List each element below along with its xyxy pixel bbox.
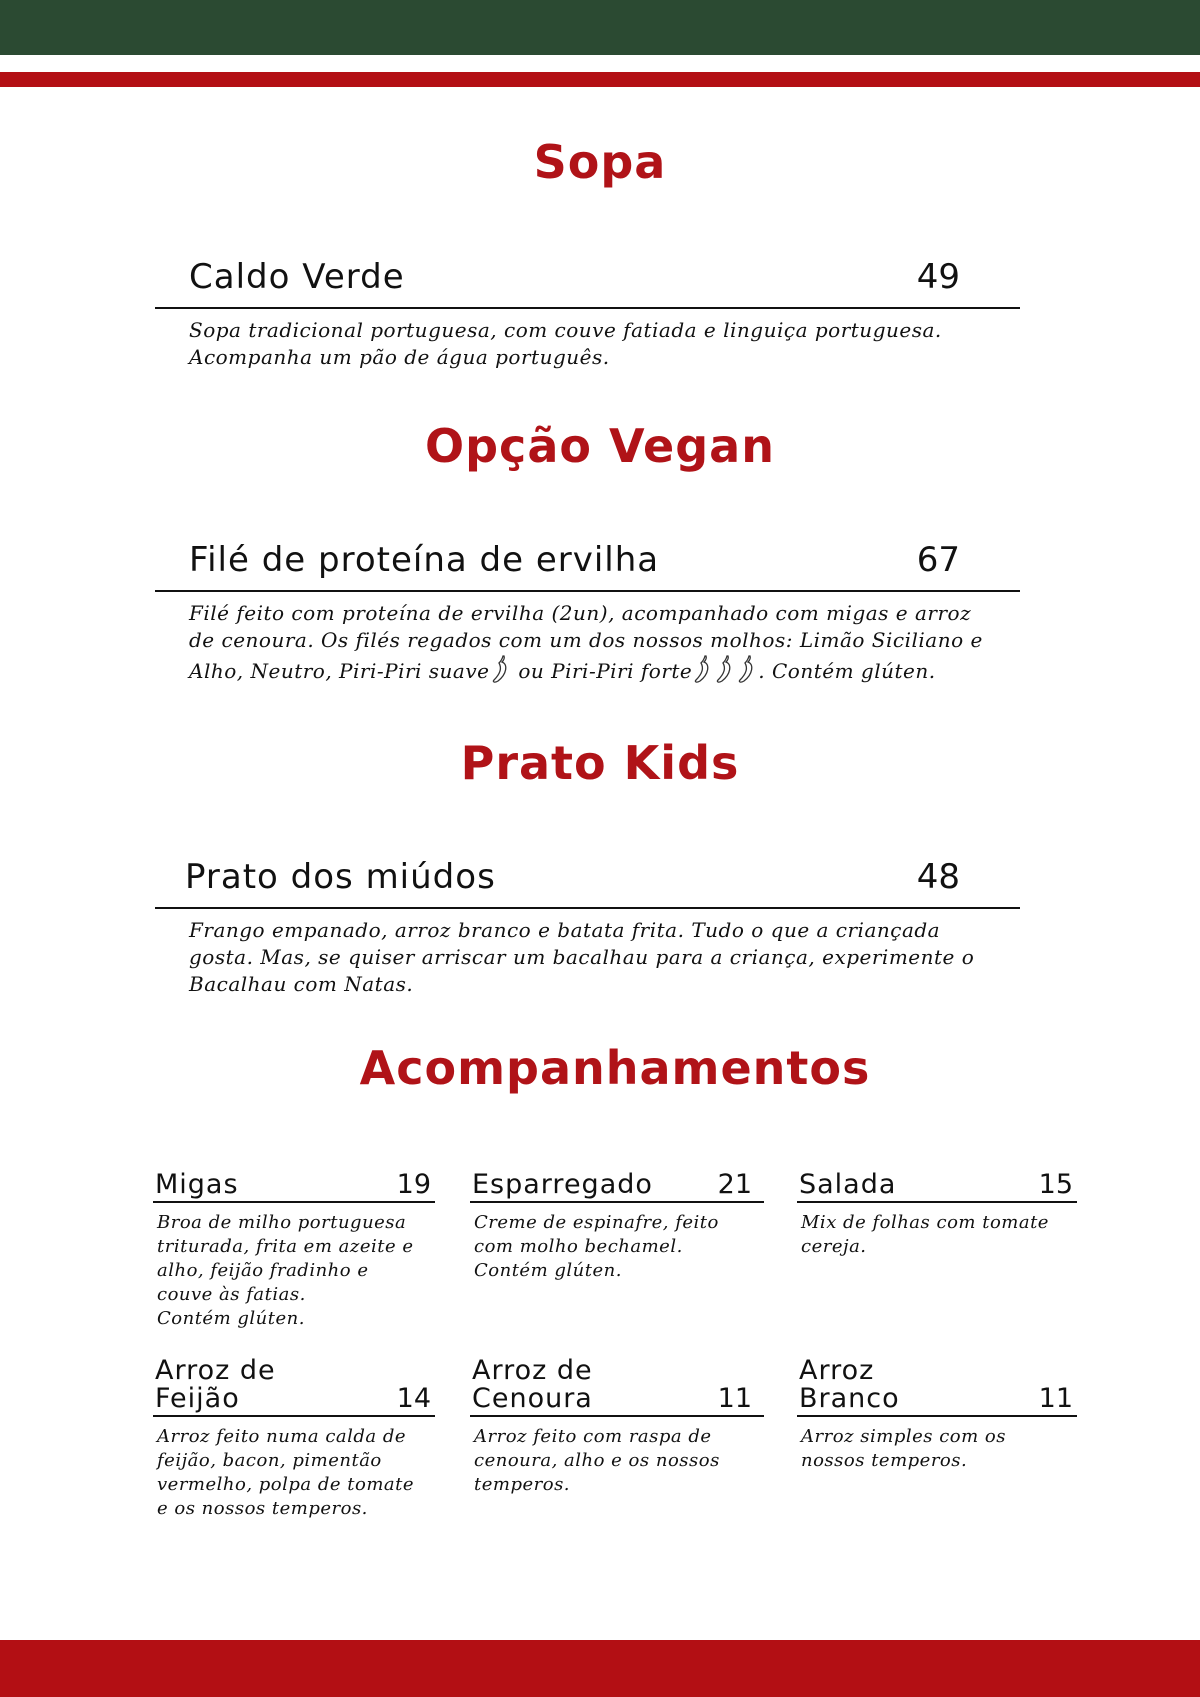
description-part-1: Filé feito com proteína de ervilha (2un), acompanhado com migas e arroz de cenoura. Os filés regados com um dos nossos molhos: Limão Siciliano e Alho, Neutro, Piri-Piri suave xyxy=(189,601,983,683)
side-item-name: Salada xyxy=(799,1169,897,1200)
side-item-header xyxy=(153,1357,435,1417)
item-name: Prato dos miúdos xyxy=(185,857,496,897)
side-item-salada xyxy=(797,1157,1077,1259)
side-item-name: Esparregado xyxy=(472,1169,653,1200)
section-title-prato-kids: Prato Kids xyxy=(460,736,740,790)
side-item-description: Mix de folhas com tomate cereja. xyxy=(801,1212,1049,1257)
side-item-price: 19 xyxy=(396,1169,431,1200)
side-item-name: Arroz de Feijão xyxy=(155,1355,276,1414)
item-header xyxy=(155,538,1020,592)
side-item-name: Migas xyxy=(155,1169,239,1200)
pepper-icon xyxy=(490,654,512,684)
item-description xyxy=(189,600,989,685)
side-item-price: 14 xyxy=(396,1383,431,1414)
section-title-opcao-vegan: Opção Vegan xyxy=(425,419,775,473)
side-item-arroz-branco xyxy=(797,1357,1077,1473)
side-item-description xyxy=(157,1211,429,1331)
item-name: Caldo Verde xyxy=(189,257,405,297)
pepper-icon xyxy=(736,654,758,684)
top-red-stripe xyxy=(0,72,1200,87)
menu-item-caldo-verde xyxy=(155,255,1020,371)
side-item-migas xyxy=(153,1157,435,1331)
side-item-arroz-de-feijao xyxy=(153,1357,435,1521)
side-item-header xyxy=(153,1157,435,1203)
side-item-header xyxy=(797,1157,1077,1203)
side-item-name: Arroz de Cenoura xyxy=(472,1355,593,1414)
side-item-description-text: Broa de milho portuguesa triturada, frita em azeite e alho, feijão fradinho e couve às fatias. xyxy=(157,1212,414,1305)
pepper-icon xyxy=(692,654,714,684)
side-item-header xyxy=(797,1357,1077,1417)
side-item-header xyxy=(470,1357,764,1417)
side-item-description: Arroz simples com os nossos temperos. xyxy=(801,1426,1006,1471)
bottom-red-band xyxy=(0,1640,1200,1697)
item-name: Filé de proteína de ervilha xyxy=(189,540,660,580)
side-item-description: Arroz feito com raspa de cenoura, alho e os nossos temperos. xyxy=(474,1426,720,1495)
item-description: Frango empanado, arroz branco e batata frita. Tudo o que a criançada gosta. Mas, se quiser arriscar um bacalhau para a criança, experimente o Bacalhau com Natas. xyxy=(189,918,975,996)
side-item-price: 11 xyxy=(1038,1383,1073,1414)
side-item-description: Arroz feito numa calda de feijão, bacon, pimentão vermelho, polpa de tomate e os nossos temperos. xyxy=(157,1426,415,1519)
side-item-note: Contém glúten. xyxy=(157,1308,305,1329)
side-item-esparregado xyxy=(470,1157,764,1283)
item-header xyxy=(155,855,1020,909)
menu-item-prato-dos-miudos xyxy=(155,855,1020,998)
item-description: Sopa tradicional portuguesa, com couve fatiada e linguiça portuguesa. Acompanha um pão de água português. xyxy=(189,318,942,369)
item-price: 67 xyxy=(916,540,960,580)
item-price: 48 xyxy=(916,857,960,897)
item-header xyxy=(155,255,1020,309)
menu-item-file-proteina-ervilha xyxy=(155,538,1020,685)
section-title-acompanhamentos: Acompanhamentos xyxy=(359,1041,871,1095)
side-item-price: 11 xyxy=(717,1383,752,1414)
side-item-price: 15 xyxy=(1038,1169,1073,1200)
side-item-arroz-de-cenoura xyxy=(470,1357,764,1497)
item-price: 49 xyxy=(916,257,960,297)
section-title-sopa: Sopa xyxy=(533,135,667,189)
side-item-price: 21 xyxy=(717,1169,752,1200)
description-part-3: . Contém glúten. xyxy=(758,659,936,683)
side-item-name: Arroz Branco xyxy=(799,1355,900,1414)
pepper-icon xyxy=(714,654,736,684)
description-part-2: ou Piri-Piri forte xyxy=(518,659,693,683)
side-item-header xyxy=(470,1157,764,1203)
top-green-band xyxy=(0,0,1200,55)
side-item-description: Creme de espinafre, feito com molho bechamel. Contém glúten. xyxy=(474,1212,719,1281)
